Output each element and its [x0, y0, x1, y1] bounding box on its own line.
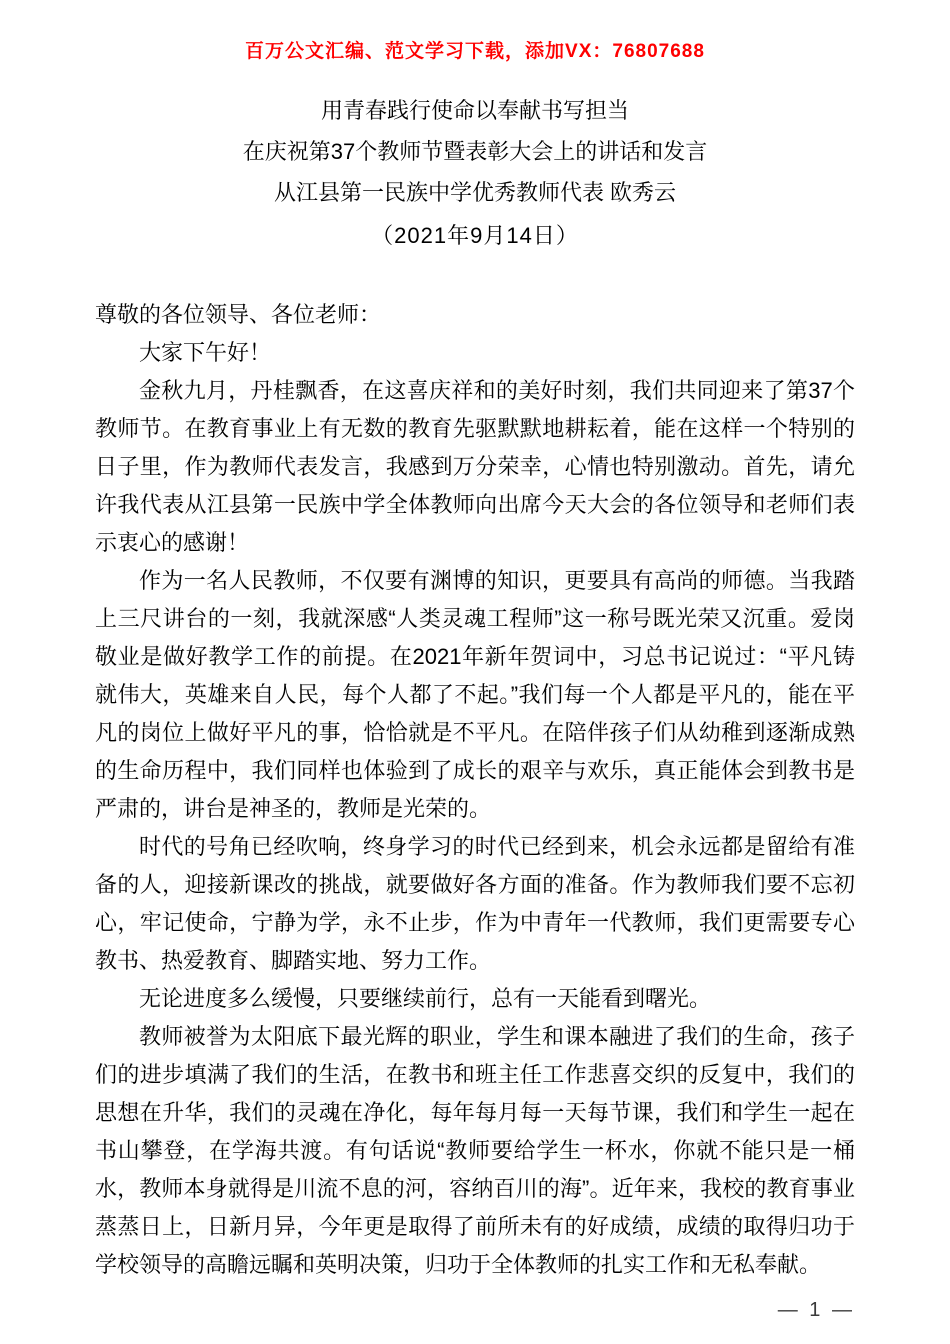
- title-block: [0, 90, 950, 256]
- doc-date-line: （2021年9月14日）: [371, 223, 579, 248]
- doc-title-subtitle: 在庆祝第37个教师节暨表彰大会上的讲话和发言: [242, 139, 708, 164]
- page-number: — 1 —: [777, 1299, 855, 1321]
- paragraph-profession-glory: 教师被誉为太阳底下最光辉的职业，学生和课本融进了我们的生命，孩子们的进步填满了我们的生活，在教书和班主任工作悲喜交织的反复中，我们的思想在升华，我们的灵魂在净化，每年每月每一天每节课，我们和学生一起在书山攀登，在学海共渡。有句话说“教师要给学生一杯水，你就不能只是一桶水，教师本身就得是川流不息的河，容纳百川的海”。近年来，我校的教育事业蒸蒸日上，日新月异，今年更是取得了前所未有的好成绩，成绩的取得归功于学校领导的高瞻远瞩和英明决策，归功于全体教师的扎实工作和无私奉献。: [95, 1024, 855, 1277]
- watermark-text: 百万公文汇编、范文学习下载，添加VX：76807688: [245, 41, 705, 62]
- doc-title-author: 从江县第一民族中学优秀教师代表 欧秀云: [273, 180, 677, 205]
- paragraph-greeting: 大家下午好！: [139, 340, 272, 365]
- document-body: [95, 296, 855, 1284]
- doc-title-main: 用青春践行使命以奉献书写担当: [320, 98, 629, 123]
- paragraph-teacher-ethics: 作为一名人民教师，不仅要有渊博的知识，更要具有高尚的师德。当我踏上三尺讲台的一刻，我就深感“人类灵魂工程师”这一称号既光荣又沉重。爱岗敬业是做好教学工作的前提。在2021年新年贺词中，习总书记说过：“平凡铸就伟大，英雄来自人民，每个人都了不起。”我们每一个人都是平凡的，能在平凡的岗位上做好平凡的事，恰恰就是不平凡。在陪伴孩子们从幼稚到逐渐成熟的生命历程中，我们同样也体验到了成长的艰辛与欢乐，真正能体会到教书是严肃的，讲台是神圣的，教师是光荣的。: [95, 568, 855, 821]
- salutation-line: 尊敬的各位领导、各位老师：: [95, 302, 382, 327]
- paragraph-perseverance: 无论进度多么缓慢，只要继续前行，总有一天能看到曙光。: [139, 986, 712, 1011]
- paragraph-intro: 金秋九月，丹桂飘香，在这喜庆祥和的美好时刻，我们共同迎来了第37个教师节。在教育事业上有无数的教育先驱默默地耕耘着，能在这样一个特别的日子里，作为教师代表发言，我感到万分荣幸，心情也特别激动。首先，请允许我代表从江县第一民族中学全体教师向出席今天大会的各位领导和老师们表示衷心的感谢！: [95, 378, 855, 555]
- paragraph-lifelong-learning: 时代的号角已经吹响，终身学习的时代已经到来，机会永远都是留给有准备的人，迎接新课改的挑战，就要做好各方面的准备。作为教师我们要不忘初心，牢记使命，宁静为学，永不止步，作为中青年一代教师，我们更需要专心教书、热爱教育、脚踏实地、努力工作。: [95, 834, 855, 973]
